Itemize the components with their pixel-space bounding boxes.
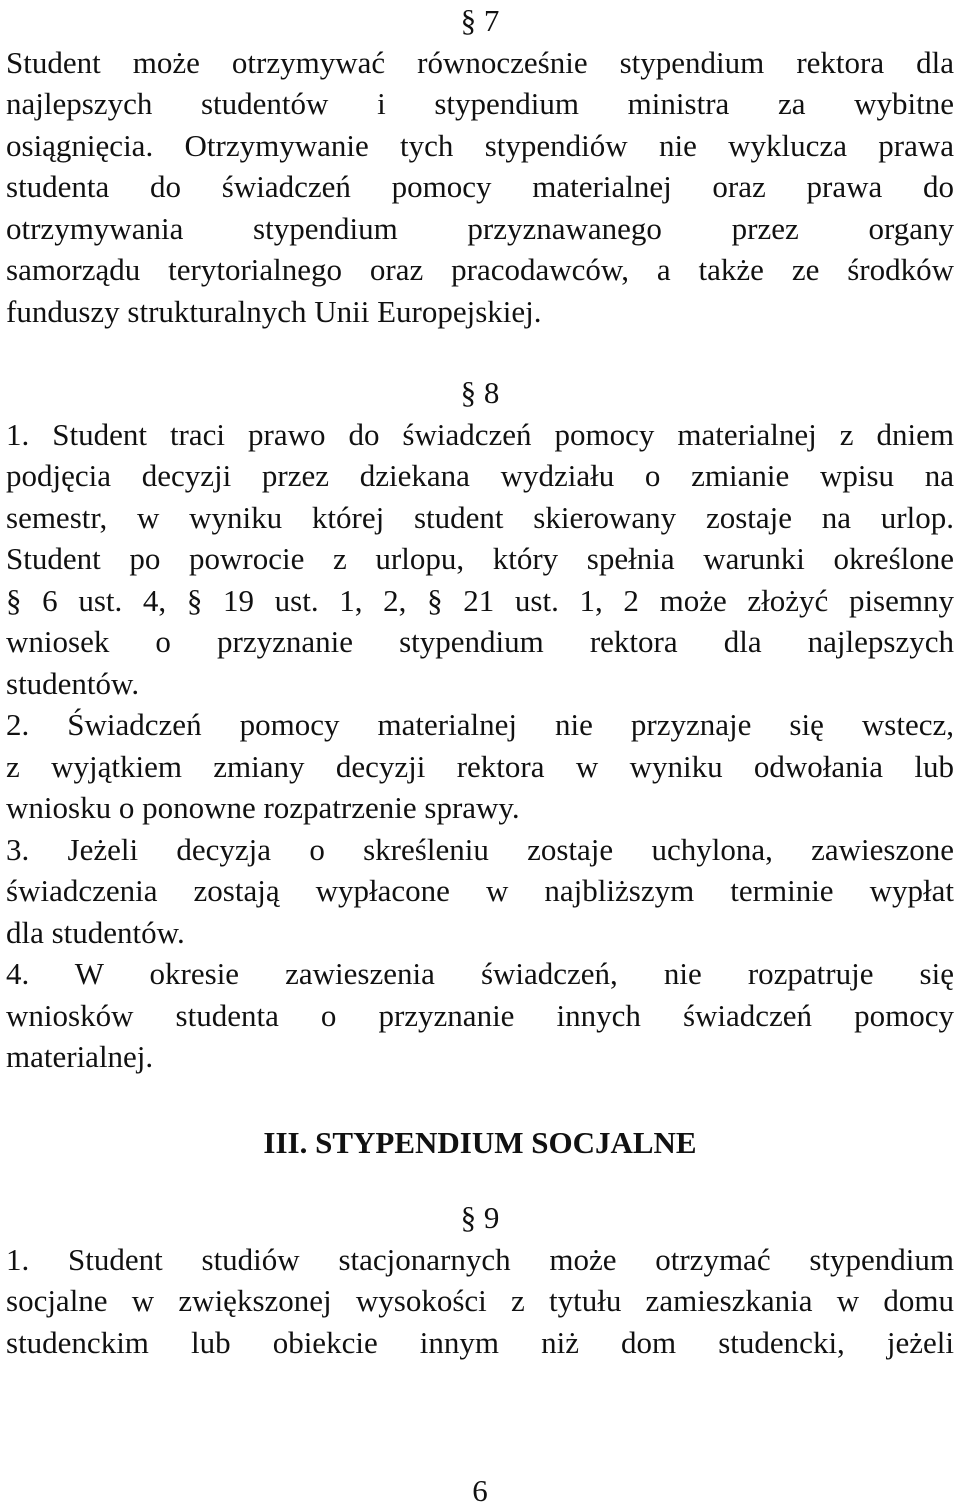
section-8-line: 2. Świadczeń pomocy materialnej nie przyznaje się wstecz, <box>6 707 954 742</box>
section-8-line: Student po powrocie z urlopu, który spełnia warunki określone <box>6 541 954 576</box>
section-8-line: materialnej. <box>6 1039 154 1074</box>
document-page <box>6 0 954 1363</box>
section-9-line: socjalne w zwiększonej wysokości z tytułu zamieszkania w domu <box>6 1283 954 1318</box>
section-8-body <box>6 414 954 1078</box>
section-7-body <box>6 42 954 333</box>
section-8-line: świadczenia zostają wypłacone w najbliższym terminie wypłat <box>6 873 954 908</box>
section-7-line: funduszy strukturalnych Unii Europejskiej. <box>6 293 542 329</box>
section-7-line: najlepszych studentów i stypendium ministra za wybitne <box>6 86 954 121</box>
section-7-line: studenta do świadczeń pomocy materialnej oraz prawa do <box>6 169 954 204</box>
section-8-line: dla studentów. <box>6 914 185 950</box>
section-9-line: 1. Student studiów stacjonarnych może otrzymać stypendium <box>6 1241 954 1277</box>
section-8-line: podjęcia decyzji przez dziekana wydziału o zmianie wpisu na <box>6 458 954 493</box>
section-9-heading: § 9 <box>460 1200 500 1235</box>
section-9-line: studenckim lub obiekcie innym niż dom studencki, jeżeli <box>6 1324 954 1360</box>
section-8-line: studentów. <box>6 665 140 701</box>
page-number: 6 <box>472 1473 488 1508</box>
section-8-line: semestr, w wyniku której student skierowany zostaje na urlop. <box>6 499 954 535</box>
section-8-heading: § 8 <box>460 375 500 410</box>
section-8-line: wniosek o przyznanie stypendium rektora dla najlepszych <box>6 624 954 659</box>
section-7-line: otrzymywania stypendium przyznawanego przez organy <box>6 210 954 246</box>
section-9-body <box>6 1239 954 1364</box>
section-8-line: z wyjątkiem zmiany decyzji rektora w wyniku odwołania lub <box>6 748 954 784</box>
chapter-title: III. STYPENDIUM SOCJALNE <box>263 1124 697 1160</box>
section-7-line: samorządu terytorialnego oraz pracodawców, a także ze środków <box>6 252 954 287</box>
section-8-line: 3. Jeżeli decyzja o skreśleniu zostaje uchylona, zawieszone <box>6 831 954 867</box>
section-8-line: § 6 ust. 4, § 19 ust. 1, 2, § 21 ust. 1, 2 może złożyć pisemny <box>6 582 954 618</box>
section-8-line: wniosków studenta o przyznanie innych świadczeń pomocy <box>6 997 954 1033</box>
section-7-line: Student może otrzymywać równocześnie stypendium rektora dla <box>6 44 954 80</box>
section-8-line: wniosku o ponowne rozpatrzenie sprawy. <box>6 790 520 825</box>
section-7-heading: § 7 <box>460 3 500 38</box>
section-8-line: 1. Student traci prawo do świadczeń pomocy materialnej z dniem <box>6 416 954 452</box>
section-8-line: 4. W okresie zawieszenia świadczeń, nie rozpatruje się <box>6 956 954 991</box>
section-7-line: osiągnięcia. Otrzymywanie tych stypendiów nie wyklucza prawa <box>6 127 954 163</box>
